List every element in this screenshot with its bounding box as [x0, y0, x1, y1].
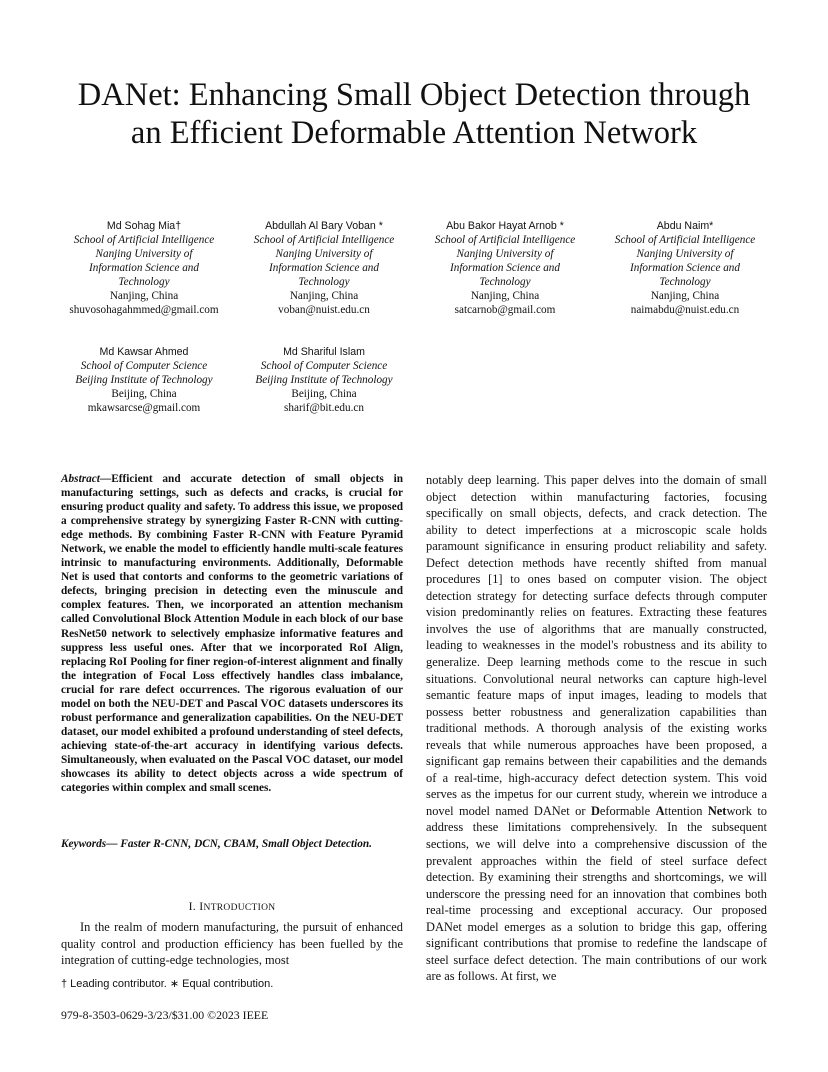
author-affiliation: Beijing Institute of Technology — [75, 374, 213, 386]
author-affiliation: School of Artificial Intelligence — [73, 234, 215, 246]
author-block — [585, 219, 785, 317]
author-affiliation: School of Artificial Intelligence — [614, 234, 756, 246]
author-name: Md Kawsar Ahmed — [99, 346, 189, 358]
author-name: Md Sohag Mia† — [106, 220, 182, 232]
author-name: Abu Bakor Hayat Arnob * — [446, 220, 564, 232]
author-location: Nanjing, China — [289, 290, 359, 302]
author-affiliation: Information Science and — [89, 262, 199, 274]
introduction-paragraph: In the realm of modern manufacturing, the pursuit of enhanced quality control and production efficiency has been fuelled by the integration of cutting-edge technologies, most — [61, 920, 403, 967]
body-text: eformable — [599, 803, 656, 818]
author-affiliation: School of Artificial Intelligence — [434, 234, 576, 246]
paper-title — [40, 76, 788, 152]
author-affiliation: School of Artificial Intelligence — [253, 234, 395, 246]
body-text: ttention — [664, 803, 708, 818]
author-location: Beijing, China — [291, 388, 357, 400]
keywords — [61, 837, 403, 852]
author-block — [44, 219, 244, 317]
author-name: Md Shariful Islam — [283, 346, 365, 358]
acronym-letter: D — [590, 803, 600, 818]
copyright-notice: 979-8-3503-0629-3/23/$31.00 ©2023 IEEE — [61, 1008, 269, 1022]
author-affiliation: Technology — [659, 276, 711, 288]
author-affiliation: Technology — [298, 276, 350, 288]
author-affiliation: Information Science and — [630, 262, 740, 274]
section-title-rest: NTRODUCTION — [203, 903, 276, 913]
author-affiliation: Nanjing University of — [275, 248, 373, 260]
author-block — [405, 219, 605, 317]
author-name: Abdullah Al Bary Voban * — [265, 220, 383, 232]
keywords-label: Keywords — [61, 838, 107, 850]
author-block — [44, 345, 244, 415]
author-affiliation: Information Science and — [450, 262, 560, 274]
author-affiliation: Technology — [118, 276, 170, 288]
author-email: shuvosohagahmmed@gmail.com — [69, 304, 219, 316]
author-affiliation: Beijing Institute of Technology — [255, 374, 393, 386]
author-block — [224, 219, 424, 317]
author-location: Nanjing, China — [650, 290, 720, 302]
section-first-letter: I — [199, 899, 204, 913]
title-line-1: DANet: Enhancing Small Object Detection through — [77, 77, 751, 113]
footnote: † Leading contributor. ∗ Equal contribution. — [61, 978, 274, 990]
author-name: Abdu Naim* — [656, 220, 714, 232]
acronym-letter: A — [655, 803, 665, 818]
author-location: Nanjing, China — [109, 290, 179, 302]
title-line-2: an Efficient Deformable Attention Network — [130, 115, 698, 151]
author-email: naimabdu@nuist.edu.cn — [630, 304, 740, 316]
section-numeral: I. — [188, 899, 197, 913]
author-affiliation: Information Science and — [269, 262, 379, 274]
abstract — [61, 472, 403, 795]
author-affiliation: School of Computer Science — [80, 360, 208, 372]
acronym-letter: Net — [707, 803, 727, 818]
author-email: sharif@bit.edu.cn — [284, 402, 364, 414]
body-text: notably deep learning. This paper delves into the domain of small object detection within manufacturing factories, focusing specifically on small objects, defects, and crack detection. The ability to detect imperfections at a microscopic scale holds paramount significance in ensuring product reliability and safety. Defect detection methods have recently shifted from manual procedures [1] to ones based on computer vision. The object detection strategy for detecting surface defects through computer vision predominantly relies on features. Extracting these features involves the use of algorithms that are manually constructed, leading to weaknesses in the model's robustness and its ability to generalize. Deep learning methods come to the rescue in such situations. Convolutional neural networks can capture high-level semantic feature maps of input images, leading to models that possess better robustness and generalization capabilities than traditional methods. A thorough analysis of the existing works reveals that while numerous approaches have been proposed, a significant gap remains between their capabilities and the demands of a real-time, high-accuracy defect detection system. This void serves as the impetus for our current study, wherein we introduce a novel model named DANet or — [426, 473, 767, 818]
author-location: Nanjing, China — [470, 290, 540, 302]
body-text: work to address these limitations comprehensively. In the subsequent sections, we will delve into a comprehensive discussion of the prevalent approaches within the field of steel surface defect detection. By examining their strengths and shortcomings, we will underscore the pressing need for an innovation that combines both real-time processing and exceptional accuracy. Our proposed DANet model emerges as a solution to bridge this gap, offering significant contributions that promise to redefine the landscape of steel surface defect detection. The main contributions of our work are as follows. At first, we — [426, 803, 767, 984]
abstract-label: Abstract — [61, 473, 100, 485]
author-block — [224, 345, 424, 415]
author-email: mkawsarcse@gmail.com — [87, 402, 201, 414]
abstract-text: —Efficient and accurate detection of small objects in manufacturing settings, such as defects and cracks, is crucial for ensuring product quality and safety. To address this issue, we proposed a comprehensive strategy by synergizing Faster R-CNN with cutting-edge methods. By combining Faster R-CNN with Feature Pyramid Network, we enable the model to efficiently handle multi-scale features intrinsic to manufacturing environments. Additionally, Deformable Net is used that contorts and conforms to the geometric variations of defects, bringing precision in detecting even the minuscule and complex features. Then, we incorporated an attention mechanism called Convolutional Block Attention Module in each block of our base ResNet50 network to selectively emphasize informative features and suppress less useful ones. After that we incorporated RoI Align, replacing RoI Pooling for finer region-of-interest alignment and finally the integration of Focal Loss effectively handles class imbalance, crucial for rare defect occurrences. The rigorous evaluation of our model on both the NEU-DET and Pascal VOC datasets underscores its robust performance and generalization capabilities. On the NEU-DET dataset, our model exhibited a profound understanding of steel defects, achieving state-of-the-art accuracy in identifying various defects. Simultaneously, when evaluated on the Pascal VOC dataset, our model showcases its ability to detect objects across a wide spectrum of categories within complex and small scenes. — [61, 473, 403, 795]
author-affiliation: Technology — [479, 276, 531, 288]
author-affiliation: School of Computer Science — [260, 360, 388, 372]
author-email: voban@nuist.edu.cn — [278, 304, 370, 316]
author-affiliation: Nanjing University of — [636, 248, 734, 260]
author-location: Beijing, China — [111, 388, 177, 400]
author-email: satcarnob@gmail.com — [454, 304, 556, 316]
section-heading-introduction — [61, 899, 403, 914]
keywords-text: — Faster R-CNN, DCN, CBAM, Small Object Detection. — [106, 838, 372, 850]
author-affiliation: Nanjing University of — [456, 248, 554, 260]
author-affiliation: Nanjing University of — [95, 248, 193, 260]
introduction-continued — [426, 472, 767, 985]
